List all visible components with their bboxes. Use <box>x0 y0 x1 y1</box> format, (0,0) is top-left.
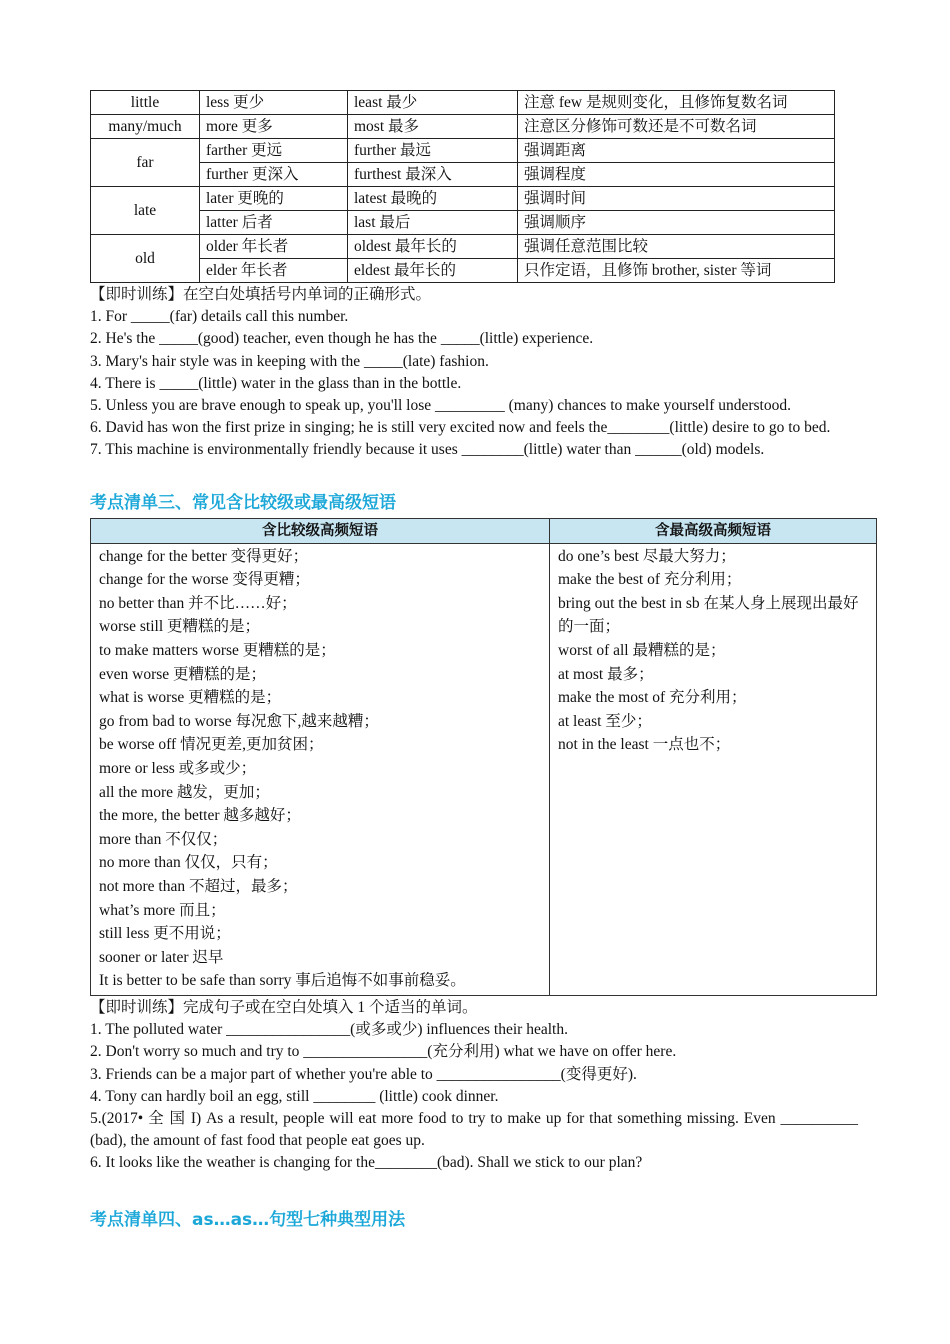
note-cell: 只作定语，且修饰 brother, sister 等词 <box>518 259 835 283</box>
phrase-table <box>90 518 877 996</box>
table-row <box>91 187 835 211</box>
exercise-item: 4. There is _____(little) water in the glass than in the bottle. <box>90 374 462 392</box>
base-form-cell: late <box>91 187 200 235</box>
exercise-item: 3. Mary's hair style was in keeping with the _____(late) fashion. <box>90 352 489 370</box>
list-item: more than 不仅仅； <box>99 830 228 848</box>
table-row <box>91 211 835 235</box>
list-item: not more than 不超过，最多； <box>99 877 298 895</box>
note-cell: 强调程度 <box>518 163 835 187</box>
list-item: It is better to be safe than sorry 事后追悔不如事前稳妥。 <box>99 972 466 990</box>
table-row <box>91 235 835 259</box>
list-item: change for the better 变得更好； <box>99 547 309 565</box>
comparative-cell: less 更少 <box>200 91 348 115</box>
note-cell: 注意区分修饰可数还是不可数名词 <box>518 115 835 139</box>
table-row <box>91 91 835 115</box>
superlative-phrases-header: 含最高级高频短语 <box>550 518 877 543</box>
table-row <box>91 543 877 995</box>
list-item: even worse 更糟糕的是； <box>99 665 267 683</box>
list-item: more or less 或多或少； <box>99 759 257 777</box>
exercise-heading: 【即时训练】完成句子或在空白处填入 1 个适当的单词。 <box>90 998 478 1016</box>
comparative-phrases-cell <box>91 543 550 995</box>
exercise-item: 6. It looks like the weather is changing for the________(bad). Shall we stick to our plan? <box>90 1154 643 1172</box>
base-form-cell: little <box>91 91 200 115</box>
comparative-cell: later 更晚的 <box>200 187 348 211</box>
list-item: bring out the best in sb 在某人身上展现出最好的一面； <box>558 594 859 636</box>
list-item: sooner or later 迟早 <box>99 948 224 966</box>
note-cell: 强调任意范围比较 <box>518 235 835 259</box>
list-item: all the more 越发，更加； <box>99 783 270 801</box>
list-item: go from bad to worse 每况愈下,越来越糟； <box>99 712 379 730</box>
exercise-item: 7. This machine is environmentally friendly because it uses ________(little) water than ______(old) models. <box>90 441 765 459</box>
list-item: to make matters worse 更糟糕的是； <box>99 642 336 659</box>
comparative-cell: elder 年长者 <box>200 259 348 283</box>
superlative-cell: most 最多 <box>348 115 518 139</box>
exercise-item: 5. Unless you are brave enough to speak up, you'll lose _________ (many) chances to make yourself understood. <box>90 397 791 415</box>
exercise-item: 5.(2017• 全 国 I) As a result, people will eat more food to try to make up for that something missing. Even __________ (bad), the amount of fast food that people eat goes up. <box>90 1109 858 1150</box>
list-item: no more than 仅仅，只有； <box>99 854 278 872</box>
exercise-item: 1. For _____(far) details call this number. <box>90 308 349 326</box>
table-row <box>91 259 835 283</box>
comparative-cell: older 年长者 <box>200 235 348 259</box>
comparative-cell: farther 更远 <box>200 139 348 163</box>
list-item: change for the worse 变得更糟； <box>99 571 310 589</box>
list-item: still less 更不用说； <box>99 925 231 943</box>
list-item: worst of all 最糟糕的是； <box>558 642 726 659</box>
comparative-cell: more 更多 <box>200 115 348 139</box>
list-item: what is worse 更糟糕的是； <box>99 689 282 707</box>
comparative-cell: latter 后者 <box>200 211 348 235</box>
exercise-heading: 【即时训练】在空白处填括号内单词的正确形式。 <box>90 286 432 303</box>
exercise-block-2 <box>90 997 858 1175</box>
note-cell: 强调距离 <box>518 139 835 163</box>
list-item: do one’s best 尽最大努力； <box>558 547 736 565</box>
exercise-item: 4. Tony can hardly boil an egg, still ________ (little) cook dinner. <box>90 1087 499 1105</box>
note-cell: 强调顺序 <box>518 211 835 235</box>
base-form-cell: far <box>91 139 200 187</box>
table-header-row <box>91 518 877 543</box>
comparative-phrases-header: 含比较级高频短语 <box>91 518 550 543</box>
base-form-cell: old <box>91 235 200 283</box>
superlative-cell: least 最少 <box>348 91 518 115</box>
superlative-cell: last 最后 <box>348 211 518 235</box>
superlative-cell: further 最远 <box>348 139 518 163</box>
superlative-cell: eldest 最年长的 <box>348 259 518 283</box>
note-cell: 强调时间 <box>518 187 835 211</box>
comparative-cell: further 更深入 <box>200 163 348 187</box>
list-item: make the most of 充分利用； <box>558 689 747 707</box>
exercise-item: 2. Don't worry so much and try to ________________(充分利用) what we have on offer here. <box>90 1043 677 1061</box>
exercise-item: 3. Friends can be a major part of whether you're able to ________________(变得更好). <box>90 1065 637 1083</box>
base-form-cell: many/much <box>91 115 200 139</box>
table-row <box>91 163 835 187</box>
table-row <box>91 139 835 163</box>
section-title-3: 考点清单三、常见含比较级或最高级短语 <box>90 492 396 513</box>
list-item: what’s more 而且； <box>99 901 226 919</box>
list-item: be worse off 情况更差,更加贫困； <box>99 736 324 754</box>
list-item: at most 最多； <box>558 665 654 683</box>
superlative-cell: furthest 最深入 <box>348 163 518 187</box>
superlative-cell: latest 最晚的 <box>348 187 518 211</box>
note-cell: 注意 few 是规则变化，且修饰复数名词 <box>518 91 835 115</box>
irregular-comparison-table <box>90 90 835 283</box>
list-item: at least 至少； <box>558 712 652 730</box>
list-item: worse still 更糟糕的是； <box>99 618 261 636</box>
table-row <box>91 115 835 139</box>
exercise-item: 6. David has won the first prize in singing; he is still very excited now and feels the________(little) desire to go to bed. <box>90 419 831 437</box>
superlative-phrases-cell <box>550 543 877 995</box>
list-item: make the best of 充分利用； <box>558 571 742 589</box>
list-item: no better than 并不比……好； <box>99 594 297 612</box>
superlative-cell: oldest 最年长的 <box>348 235 518 259</box>
list-item: the more, the better 越多越好； <box>99 807 301 825</box>
exercise-block-1 <box>90 284 870 462</box>
list-item: not in the least 一点也不； <box>558 736 731 754</box>
document-page <box>90 90 880 1230</box>
exercise-item: 1. The polluted water ________________(或多或少) influences their health. <box>90 1021 568 1039</box>
section-title-4: 考点清单四、as…as…句型七种典型用法 <box>90 1209 406 1230</box>
exercise-item: 2. He's the _____(good) teacher, even though he has the _____(little) experience. <box>90 330 594 348</box>
